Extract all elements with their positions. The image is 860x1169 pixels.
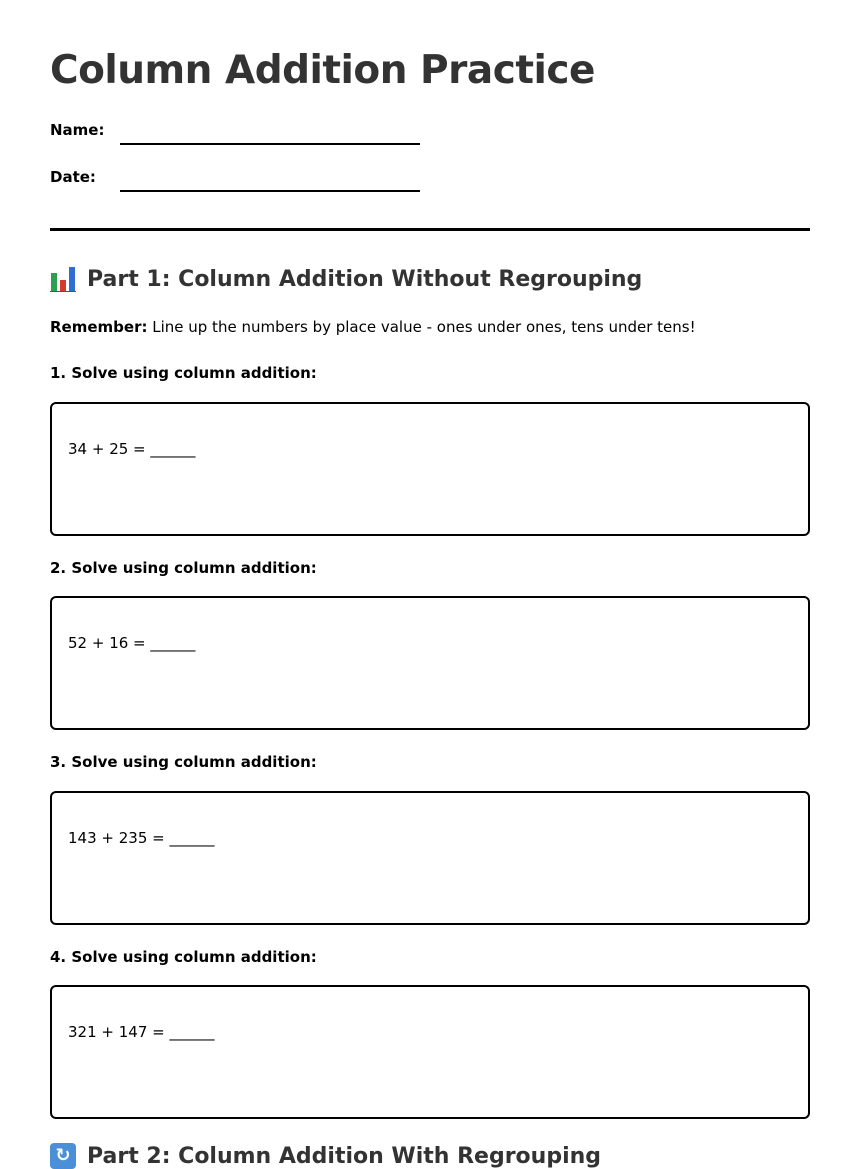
date-label: Date: bbox=[50, 168, 96, 186]
question-1-label: 1. Solve using column addition: bbox=[50, 364, 317, 382]
bar-chart-icon bbox=[50, 266, 76, 292]
question-3-label: 3. Solve using column addition: bbox=[50, 753, 317, 771]
page-title: Column Addition Practice bbox=[50, 48, 595, 93]
name-field bbox=[50, 118, 470, 148]
question-3-answer-box[interactable] bbox=[50, 791, 810, 925]
question-1-answer-box[interactable] bbox=[50, 402, 810, 536]
question-2-label: 2. Solve using column addition: bbox=[50, 559, 317, 577]
name-label: Name: bbox=[50, 121, 105, 139]
question-4-problem: 321 + 147 = ______ bbox=[68, 1023, 215, 1041]
date-field bbox=[50, 165, 470, 195]
name-line[interactable] bbox=[120, 143, 420, 145]
remember-label: Remember: bbox=[50, 318, 148, 336]
remember-note bbox=[50, 318, 696, 336]
question-4-answer-box[interactable] bbox=[50, 985, 810, 1119]
question-3-problem: 143 + 235 = ______ bbox=[68, 829, 215, 847]
part2-title bbox=[50, 1143, 601, 1169]
question-2-answer-box[interactable] bbox=[50, 596, 810, 730]
part1-title-text: Part 1: Column Addition Without Regrouping bbox=[87, 266, 643, 292]
part1-title bbox=[50, 266, 642, 292]
date-line[interactable] bbox=[120, 190, 420, 192]
question-4-label: 4. Solve using column addition: bbox=[50, 948, 317, 966]
remember-text: Line up the numbers by place value - ones under ones, tens under tens! bbox=[147, 318, 696, 336]
header-divider bbox=[50, 228, 810, 231]
question-2-problem: 52 + 16 = ______ bbox=[68, 634, 196, 652]
redo-arrow-icon: ↻ bbox=[50, 1143, 76, 1169]
question-1-problem: 34 + 25 = ______ bbox=[68, 440, 196, 458]
part2-title-text: Part 2: Column Addition With Regrouping bbox=[87, 1143, 602, 1169]
